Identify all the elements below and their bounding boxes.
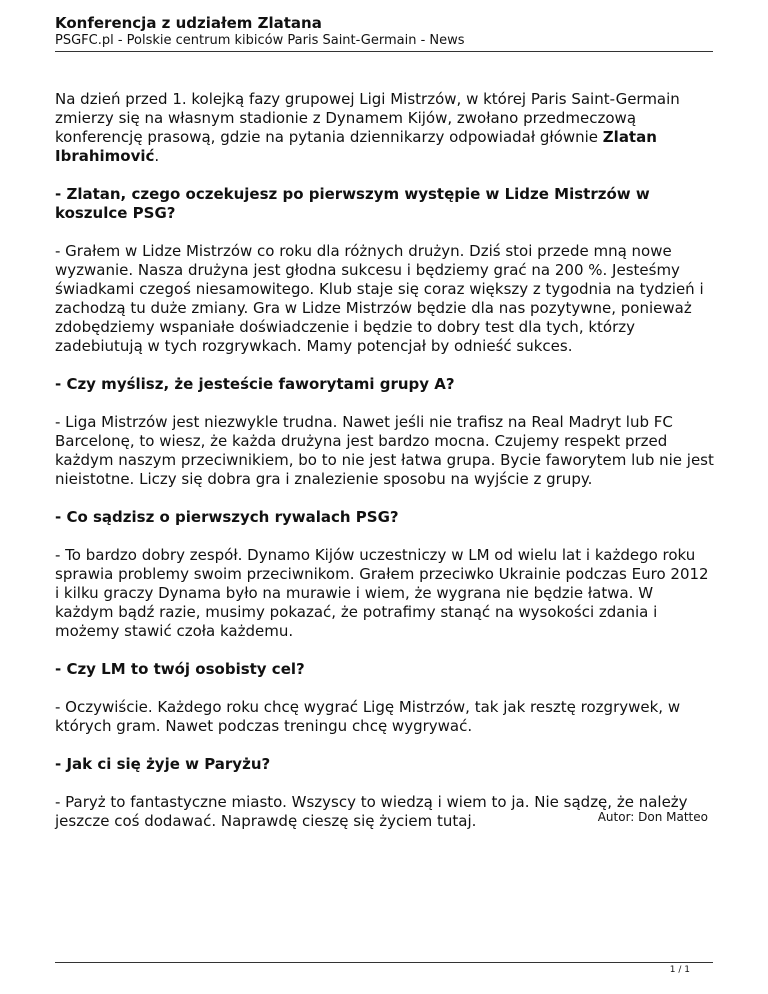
question-4: - Czy LM to twój osobisty cel?	[55, 660, 305, 678]
footer-divider	[55, 962, 713, 963]
page-header	[55, 14, 713, 49]
question-2: - Czy myślisz, że jesteście faworytami grupy A?	[55, 375, 455, 393]
header-divider	[55, 51, 713, 52]
document-title: Konferencja z udziałem Zlatana	[55, 14, 322, 32]
author-credit: Autor: Don Matteo	[597, 810, 708, 824]
intro-text: Na dzień przed 1. kolejką fazy grupowej Ligi Mistrzów, w której Paris Saint-Germain zmierzy się na własnym stadionie z Dynamem Kijów, zwołano przedmeczową konferencję prasową, gdzie na pytania dziennikarzy odpowiadał głównie	[55, 90, 680, 146]
intro-bold-name: Zlatan Ibrahimović	[55, 128, 657, 165]
intro-paragraph	[55, 90, 715, 166]
answer-1: - Grałem w Lidze Mistrzów co roku dla różnych drużyn. Dziś stoi przede mną nowe wyzwanie. Nasza drużyna jest głodna sukcesu i będziemy grać na 200 %. Jesteśmy świadkami czegoś niesamowitego. Klub staje się coraz większy z tygodnia na tydzień i zachodzą tu duże zmiany. Gra w Lidze Mistrzów będzie dla nas pozytywne, ponieważ zdobędziemy wspaniałe doświadczenie i będzie to dobry test dla tych, którzy zadebiutują w tych rozgrywkach. Mamy potencjał by odnieść sukces.	[55, 242, 704, 355]
question-3: - Co sądzisz o pierwszych rywalach PSG?	[55, 508, 399, 526]
article-body	[55, 90, 715, 850]
answer-2: - Liga Mistrzów jest niezwykle trudna. Nawet jeśli nie trafisz na Real Madryt lub FC Barcelonę, to wiesz, że każda drużyna jest bardzo mocna. Czujemy respekt przed każdym naszym przeciwnikiem, bo to nie jest łatwa grupa. Bycie faworytem lub nie jest nieistotne. Liczy się dobra gra i znalezienie sposobu na wyjście z grupy.	[55, 413, 714, 488]
answer-3: - To bardzo dobry zespół. Dynamo Kijów uczestniczy w LM od wielu lat i każdego roku sprawia problemy swoim przeciwnikom. Grałem przeciwko Ukrainie podczas Euro 2012 i kilku graczy Dynama było na murawie i wiem, że wygrana nie będzie łatwa. W każdym bądź razie, musimy pokazać, że potrafimy stanąć na wysokości zdania i możemy stawić czoła każdemu.	[55, 546, 709, 640]
document-subtitle: PSGFC.pl - Polskie centrum kibiców Paris Saint-Germain - News	[55, 33, 465, 48]
question-5: - Jak ci się żyje w Paryżu?	[55, 755, 271, 773]
answer-5: - Paryż to fantastyczne miasto. Wszyscy to wiedzą i wiem to ja. Nie sądzę, że należy jeszcze coś dodawać. Naprawdę cieszę się życiem tutaj.	[55, 793, 688, 830]
answer-4: - Oczywiście. Każdego roku chcę wygrać Ligę Mistrzów, tak jak resztę rozgrywek, w których gram. Nawet podczas treningu chcę wygrywać.	[55, 698, 681, 735]
intro-end: .	[154, 147, 160, 165]
question-1: - Zlatan, czego oczekujesz po pierwszym występie w Lidze Mistrzów w koszulce PSG?	[55, 185, 650, 222]
page-number: 1 / 1	[669, 965, 690, 975]
